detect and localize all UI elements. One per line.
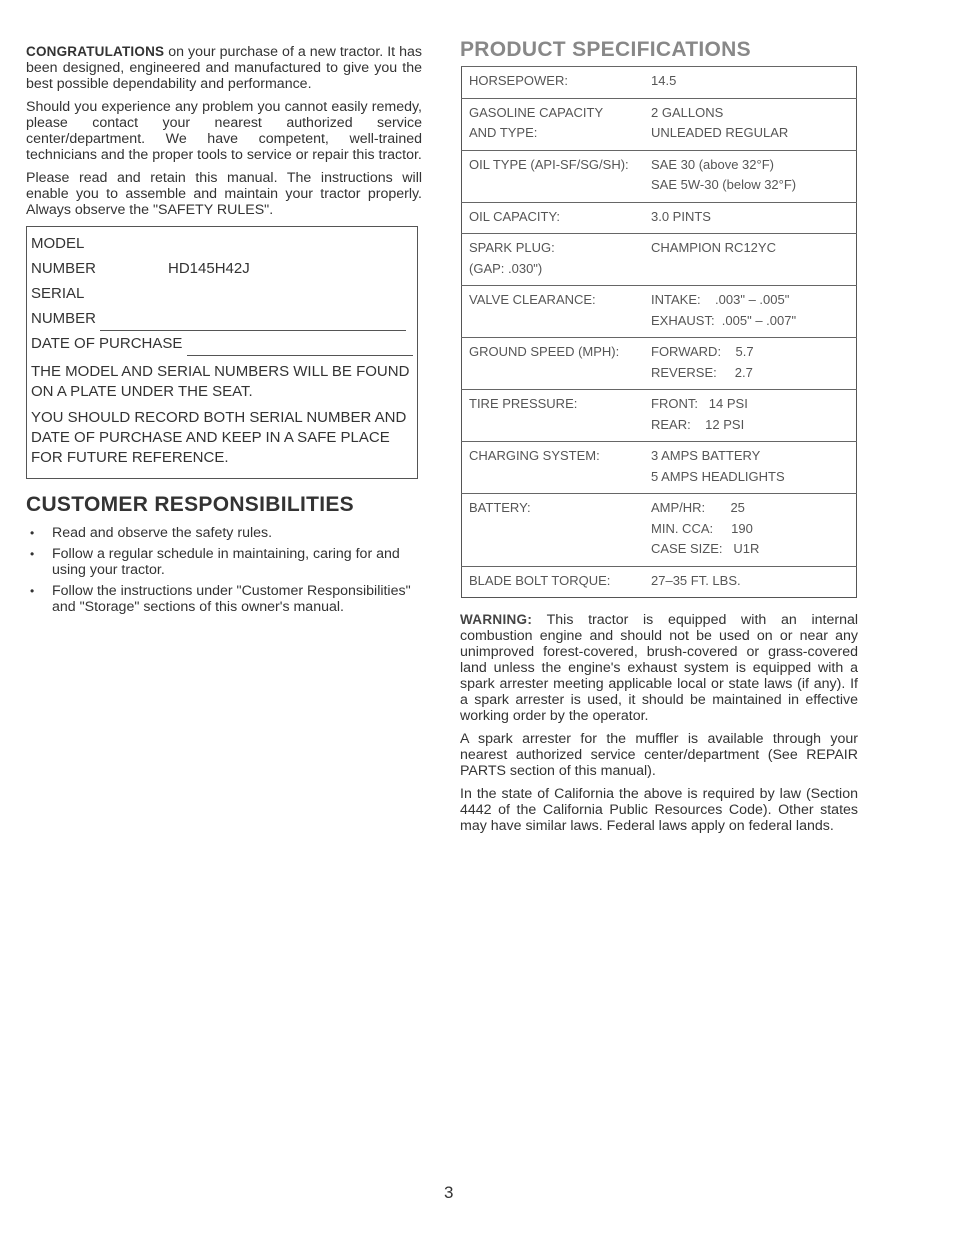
congratulations-lead: CONGRATULATIONS bbox=[26, 44, 165, 59]
spec-value bbox=[643, 150, 857, 202]
spec-value bbox=[643, 566, 857, 598]
spec-label bbox=[462, 202, 644, 234]
spec-label-line: OIL TYPE (API-SF/SG/SH): bbox=[469, 156, 629, 172]
date-of-purchase-field[interactable] bbox=[187, 338, 413, 356]
spec-label-line: BATTERY: bbox=[469, 500, 531, 515]
spec-value-line: EXHAUST: .005" – .007" bbox=[651, 312, 797, 328]
spec-value bbox=[643, 286, 857, 338]
warning-paragraph-3: In the state of California the above is required by law (Section 4442 of the California Public Resources Code). Other states may have similar laws. Federal laws apply on federal lands. bbox=[460, 786, 858, 834]
customer-item: • Follow a regular schedule in maintaining, caring for and using your tractor. bbox=[26, 546, 422, 578]
spec-label bbox=[462, 286, 644, 338]
right-column bbox=[460, 38, 858, 841]
spec-label-line: BLADE BOLT TORQUE: bbox=[469, 572, 611, 588]
specifications-table bbox=[461, 66, 857, 598]
spec-value-line: CASE SIZE: U1R bbox=[651, 541, 760, 556]
page-number: 3 bbox=[444, 1183, 454, 1202]
spec-value bbox=[643, 442, 857, 494]
serial-number-line: NUMBER bbox=[31, 306, 417, 331]
spec-label bbox=[462, 150, 644, 202]
model-serial-box bbox=[26, 226, 418, 479]
spec-value-line: 27–35 FT. LBS. bbox=[651, 572, 741, 588]
model-number-value: HD145H42J bbox=[168, 260, 250, 277]
serial-number-field[interactable] bbox=[100, 313, 406, 331]
spec-value-line: FRONT: 14 PSI bbox=[651, 396, 748, 411]
serial-label: SERIAL bbox=[31, 285, 85, 302]
spec-value bbox=[643, 494, 857, 567]
spec-label-line: OIL CAPACITY: bbox=[469, 208, 561, 224]
spec-row bbox=[462, 566, 857, 598]
spec-label-line: HORSEPOWER: bbox=[469, 73, 568, 88]
spec-label-line: GROUND SPEED (MPH): bbox=[469, 344, 620, 359]
intro-paragraph-2: Should you experience any problem you cannot easily remedy, please contact your nearest authorized service center/department. We have competent, well-trained technicians and the proper tools to service or repair this tractor. bbox=[26, 99, 422, 163]
spec-row bbox=[462, 67, 857, 99]
spec-value-line: 3 AMPS BATTERY bbox=[651, 448, 761, 463]
spec-value bbox=[643, 98, 857, 150]
spec-label-line: CHARGING SYSTEM: bbox=[469, 448, 600, 463]
spec-row bbox=[462, 390, 857, 442]
spec-value-line: 5 AMPS HEADLIGHTS bbox=[651, 468, 785, 484]
spec-row bbox=[462, 202, 857, 234]
spec-value-line: 2 GALLONS bbox=[651, 104, 724, 120]
spec-value-line: SAE 5W-30 (below 32°F) bbox=[651, 177, 797, 192]
spec-row bbox=[462, 442, 857, 494]
spec-value bbox=[643, 338, 857, 390]
spec-value bbox=[643, 67, 857, 99]
customer-item: • Read and observe the safety rules. bbox=[26, 525, 422, 541]
spec-value bbox=[643, 234, 857, 286]
customer-item: • Follow the instructions under "Customer Responsibilities" and "Storage" sections of this owner's manual. bbox=[26, 583, 422, 615]
spec-label-line: TIRE PRESSURE: bbox=[469, 396, 578, 411]
spec-value-line: REAR: 12 PSI bbox=[651, 416, 745, 432]
product-specifications-title: PRODUCT SPECIFICATIONS bbox=[460, 38, 751, 61]
warning-paragraph-1: WARNING: This tractor is equipped with an internal combustion engine and should not be used on or near any unimproved forest-covered, brush-covered or grass-covered land unless the engine's exhaust system is equipped with a spark arrester meeting applicable local or state laws (if any). If a spark arrester is used, it should be maintained in effective working order by the operator. bbox=[460, 612, 858, 724]
customer-responsibilities-list bbox=[26, 525, 422, 615]
spec-label bbox=[462, 442, 644, 494]
intro-paragraph-1: CONGRATULATIONS on your purchase of a new tractor. It has been designed, engineered and manufactured to give you the best possible dependability and performance. bbox=[26, 44, 422, 92]
left-column bbox=[26, 44, 422, 620]
spec-row bbox=[462, 150, 857, 202]
spec-label-line: VALVE CLEARANCE: bbox=[469, 292, 596, 307]
spec-row bbox=[462, 494, 857, 567]
spec-value-line: INTAKE: .003" – .005" bbox=[651, 292, 790, 307]
model-note-2: YOU SHOULD RECORD BOTH SERIAL NUMBER AND DATE OF PURCHASE AND KEEP IN A SAFE PLACE FOR FUTURE REFERENCE. bbox=[31, 409, 407, 466]
spec-label bbox=[462, 98, 644, 150]
warning-paragraph-2: A spark arrester for the muffler is available through your nearest authorized service center/department (See REPAIR PARTS section of this manual). bbox=[460, 731, 858, 779]
spec-value-line: SAE 30 (above 32°F) bbox=[651, 156, 774, 172]
spec-label-line: GASOLINE CAPACITY bbox=[469, 104, 604, 120]
spec-row bbox=[462, 234, 857, 286]
spec-row bbox=[462, 338, 857, 390]
date-of-purchase-line: DATE OF PURCHASE bbox=[31, 331, 417, 356]
warning-lead: WARNING: bbox=[460, 612, 533, 627]
spec-label bbox=[462, 566, 644, 598]
spec-value-line: 3.0 PINTS bbox=[651, 208, 711, 224]
spec-label-line: AND TYPE: bbox=[469, 125, 538, 140]
spec-value-line: MIN. CCA: 190 bbox=[651, 520, 753, 536]
spec-value-line: FORWARD: 5.7 bbox=[651, 344, 754, 359]
model-note-1: THE MODEL AND SERIAL NUMBERS WILL BE FOUND ON A PLATE UNDER THE SEAT. bbox=[31, 363, 410, 400]
spec-value-line: UNLEADED REGULAR bbox=[651, 125, 789, 140]
spec-value-line: 14.5 bbox=[651, 73, 677, 88]
customer-responsibilities-title: CUSTOMER RESPONSIBILITIES bbox=[26, 493, 354, 516]
spec-value bbox=[643, 390, 857, 442]
spec-label bbox=[462, 234, 644, 286]
spec-label-line: SPARK PLUG: bbox=[469, 240, 555, 255]
spec-label bbox=[462, 67, 644, 99]
warning-block bbox=[460, 612, 858, 834]
intro-paragraph-3: Please read and retain this manual. The instructions will enable you to assemble and maintain your tractor properly. Always observe the "SAFETY RULES". bbox=[26, 170, 422, 218]
spec-label-line: (GAP: .030") bbox=[469, 260, 543, 276]
spec-row bbox=[462, 286, 857, 338]
spec-value-line: CHAMPION RC12YC bbox=[651, 240, 776, 255]
model-label: MODEL bbox=[31, 235, 85, 252]
spec-value bbox=[643, 202, 857, 234]
spec-label bbox=[462, 494, 644, 567]
model-number-line: NUMBER HD145H42J bbox=[31, 256, 417, 281]
spec-value-line: REVERSE: 2.7 bbox=[651, 364, 753, 380]
spec-label bbox=[462, 338, 644, 390]
spec-row bbox=[462, 98, 857, 150]
spec-label bbox=[462, 390, 644, 442]
spec-value-line: AMP/HR: 25 bbox=[651, 500, 745, 515]
